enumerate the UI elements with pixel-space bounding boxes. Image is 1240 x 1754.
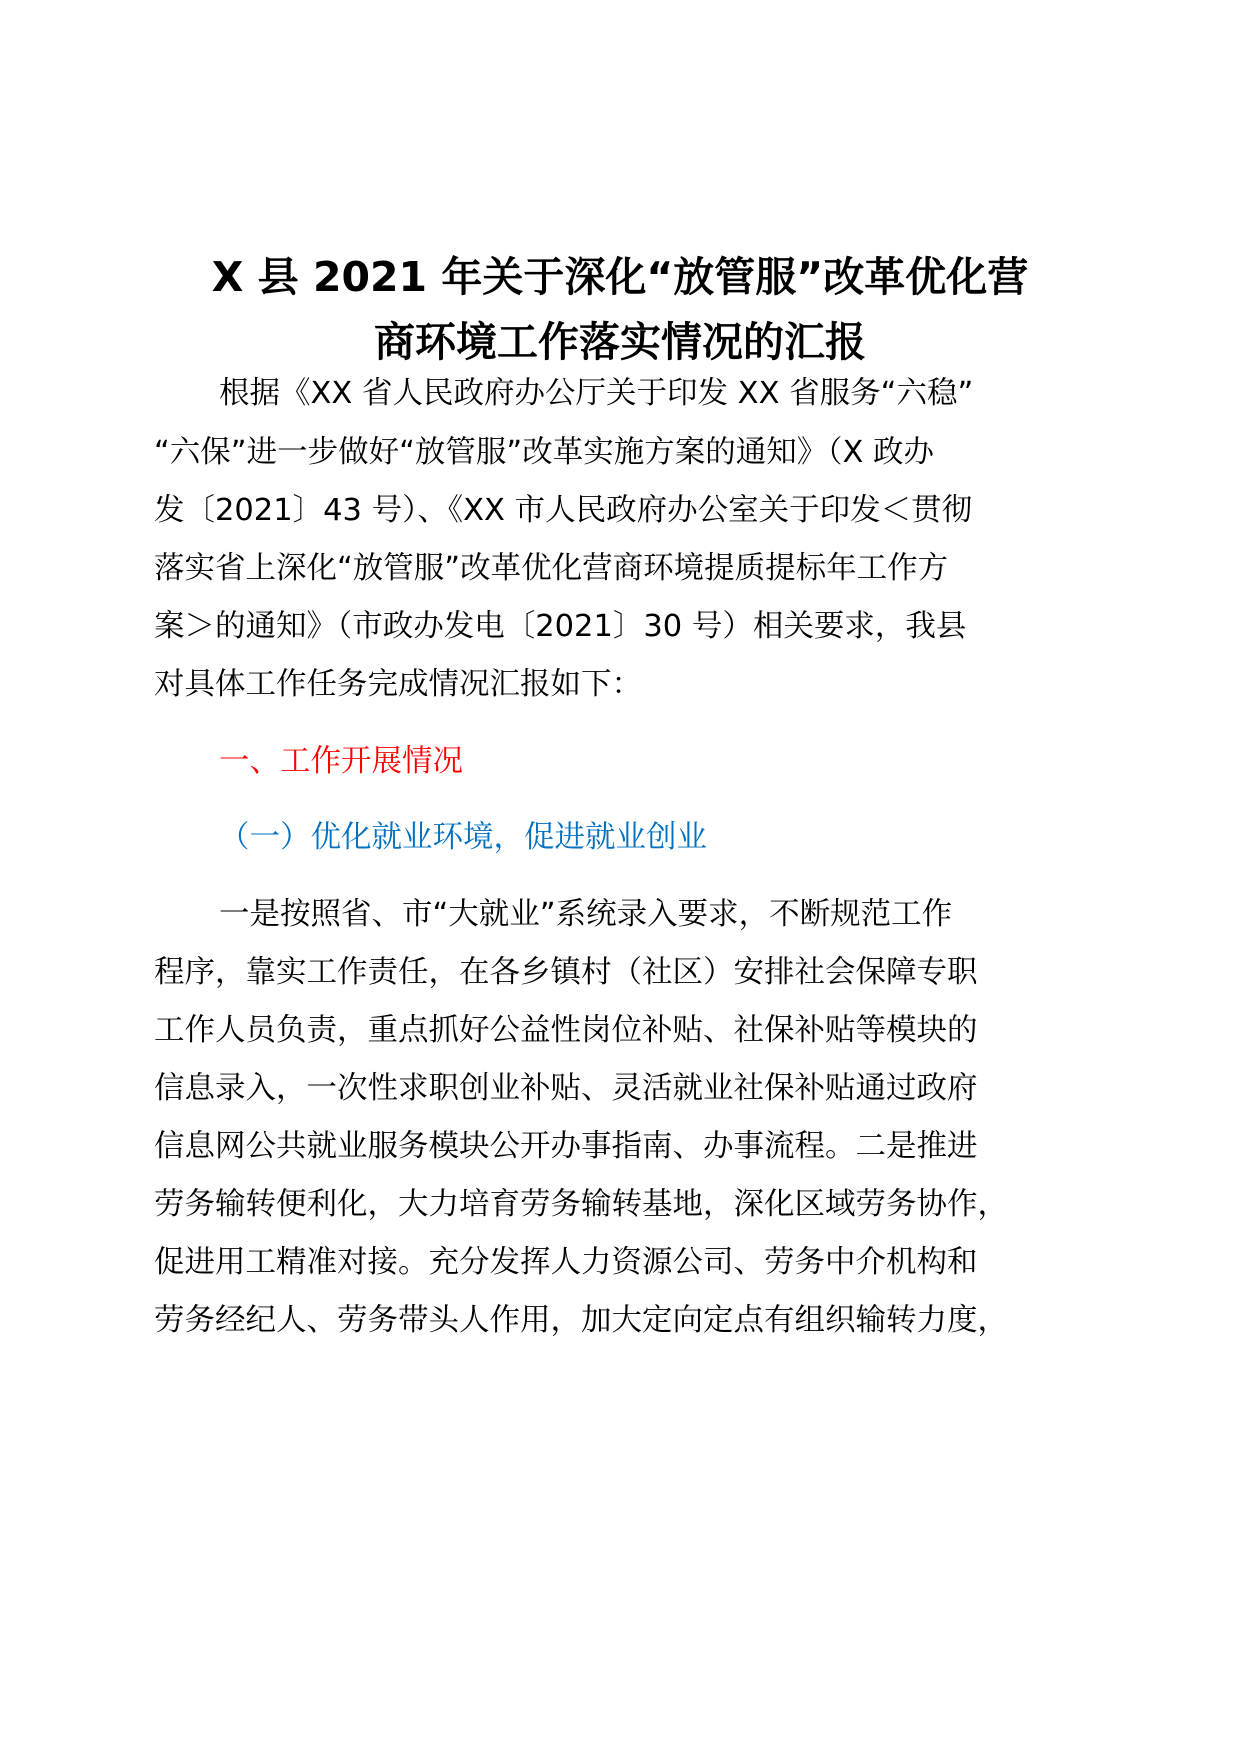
intro-line-4: 落实省上深化“放管服”改革优化营商环境提质提标年工作方	[154, 551, 949, 586]
body-line-5: 信息网公共就业服务模块公开办事指南、办事流程。二是推进	[154, 1129, 978, 1164]
body-line-8: 劳务经纪人、劳务带头人作用，加大定向定点有组织输转力度，	[154, 1303, 1008, 1338]
document-title-line-2: 商环境工作落实情况的汇报	[374, 318, 866, 366]
body-line-7: 促进用工精准对接。充分发挥人力资源公司、劳务中介机构和	[154, 1245, 978, 1280]
body-line-3: 工作人员负责，重点抓好公益性岗位补贴、社保补贴等模块的	[154, 1013, 978, 1048]
intro-line-1: 根据《XX 省人民政府办公厅关于印发 XX 省服务“六稳”	[219, 376, 974, 411]
subsection-heading-1: （一）优化就业环境，促进就业创业	[219, 820, 707, 855]
section-heading-1: 一、工作开展情况	[219, 744, 463, 779]
intro-line-3: 发〔2021〕43 号）、《XX 市人民政府办公室关于印发＜贯彻	[154, 493, 973, 528]
intro-line-6: 对具体工作任务完成情况汇报如下：	[154, 667, 642, 702]
body-line-1: 一是按照省、市“大就业”系统录入要求，不断规范工作	[219, 897, 953, 932]
intro-line-2: “六保”进一步做好“放管服”改革实施方案的通知》（X 政办	[154, 435, 935, 470]
body-line-4: 信息录入，一次性求职创业补贴、灵活就业社保补贴通过政府	[154, 1071, 978, 1106]
body-line-2: 程序，靠实工作责任，在各乡镇村（社区）安排社会保障专职	[154, 955, 978, 990]
intro-line-5: 案＞的通知》（市政办发电〔2021〕30 号）相关要求，我县	[154, 609, 967, 644]
document-title-line-1: X 县 2021 年关于深化“放管服”改革优化营	[211, 253, 1029, 301]
body-line-6: 劳务输转便利化，大力培育劳务输转基地，深化区域劳务协作，	[154, 1187, 1008, 1222]
